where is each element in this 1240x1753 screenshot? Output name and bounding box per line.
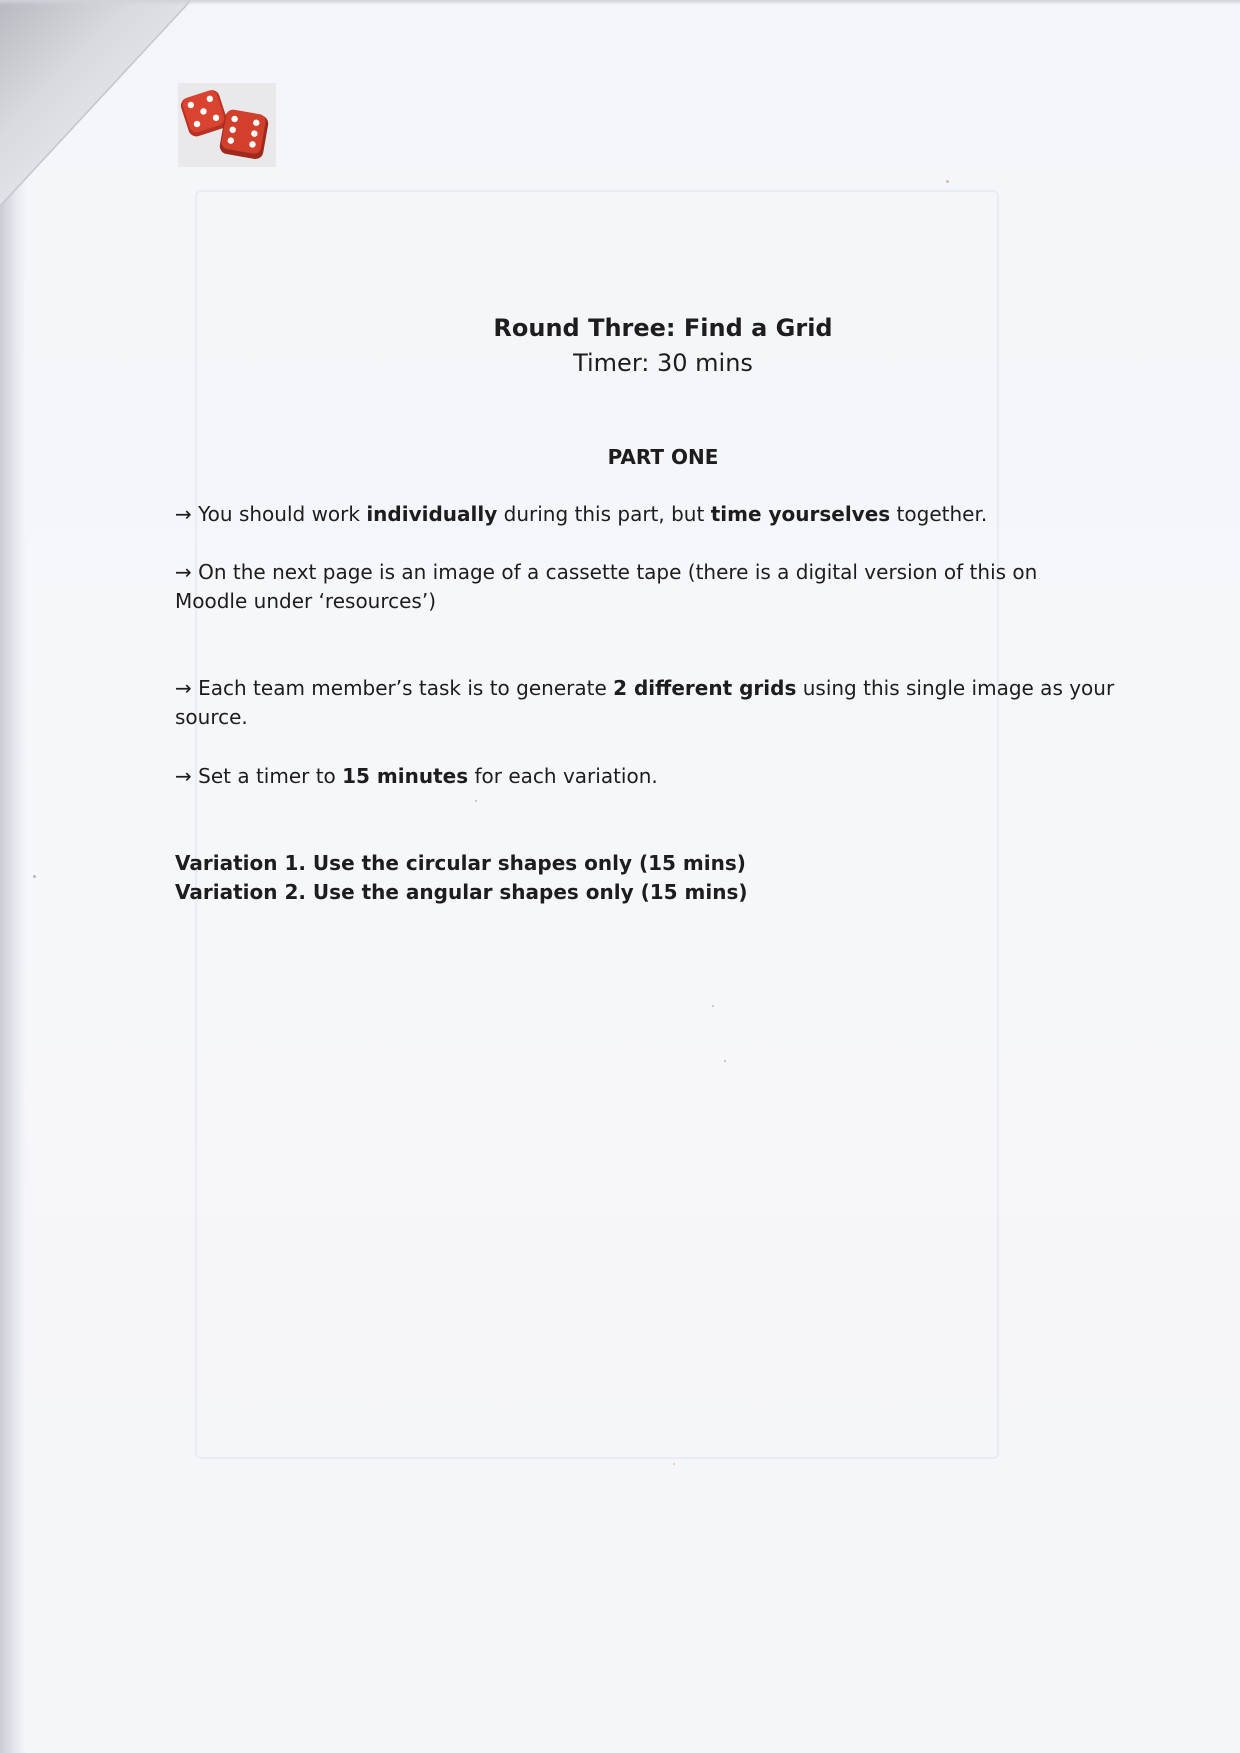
section-heading: PART ONE <box>607 445 719 469</box>
arrow-icon: → <box>175 502 192 526</box>
variation-2: Variation 2. Use the angular shapes only (15 mins) <box>175 880 748 904</box>
scan-speck <box>712 1005 714 1007</box>
scan-speck <box>475 800 477 802</box>
dice-icon <box>178 83 276 167</box>
scan-speck <box>724 1060 726 1062</box>
scan-speck <box>673 1463 675 1465</box>
scan-speck <box>946 180 949 183</box>
arrow-icon: → <box>175 764 192 788</box>
arrow-icon: → <box>175 560 192 584</box>
arrow-icon: → <box>175 676 192 700</box>
instruction-work-individually: → You should work individually during this part, but time yourselves together. <box>175 502 988 526</box>
scan-speck <box>33 875 36 878</box>
timer-label: Timer: 30 mins <box>573 349 753 377</box>
scan-top-edge <box>0 0 1240 5</box>
variation-1: Variation 1. Use the circular shapes only (15 mins) <box>175 851 746 875</box>
page-title: Round Three: Find a Grid <box>493 314 833 342</box>
show-through-shadow <box>195 190 999 1459</box>
instruction-cassette-image: → On the next page is an image of a cassette tape (there is a digital version of this on Moodle under ‘resources’) <box>175 560 1038 613</box>
instruction-generate-grids: → Each team member’s task is to generate 2 different grids using this single image as your source. <box>175 676 1115 729</box>
instruction-set-timer: → Set a timer to 15 minutes for each variation. <box>175 764 658 788</box>
scan-edge-shadow <box>0 0 26 1753</box>
